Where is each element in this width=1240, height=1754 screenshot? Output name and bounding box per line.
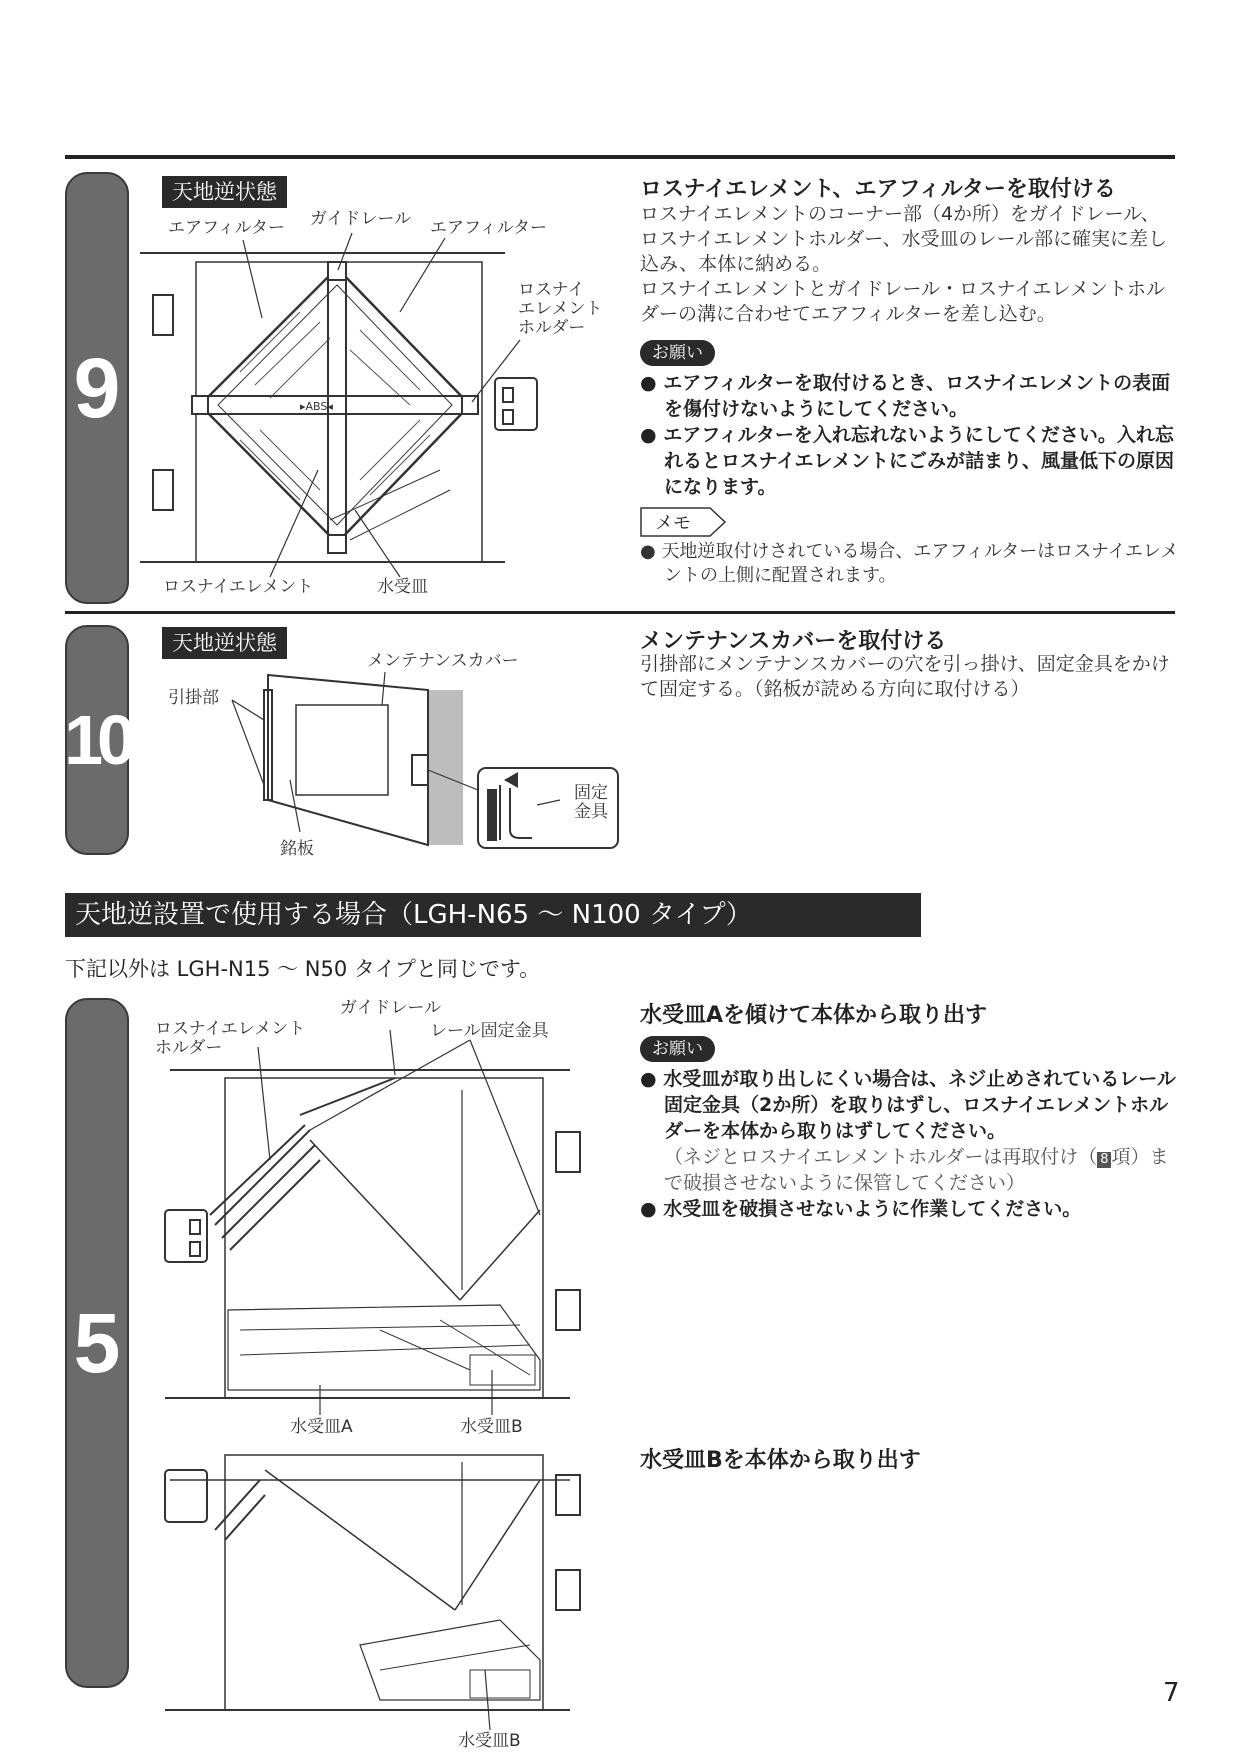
label-element: ロスナイエレメント [163, 577, 314, 597]
section-title: 天地逆設置で使用する場合（LGH-N65 ～ N100 タイプ） [75, 900, 752, 930]
page-number: 7 [1163, 1678, 1180, 1708]
label-pan-b: 水受皿B [460, 1417, 523, 1437]
section-subtitle: 下記以外は LGH-N15 ～ N50 タイプと同じです。 [65, 957, 541, 981]
step-9-request-label: お願い [640, 340, 715, 366]
label-air-filter-left: エアフィルター [168, 218, 285, 238]
label-fixing-bracket: 固定 金具 [574, 783, 608, 822]
step-5-heading-b: 水受皿Bを本体から取り出す [640, 1448, 921, 1473]
step-10-body: 引掛部にメンテナンスカバーの穴を引っ掛け、固定金具をかけて固定する。（銘板が読める方向に取付ける） [640, 653, 1170, 700]
step-5-heading-a: 水受皿Aを傾けて本体から取り出す [640, 1003, 988, 1028]
label-drain-pan: 水受皿 [377, 577, 428, 597]
request-item: ● エアフィルターを入れ忘れないようにしてください。入れ忘れるとロスナイエレメントにごみが詰まり、風量低下の原因になります。 [640, 424, 1174, 498]
step-5-requests [640, 1066, 1185, 1222]
bar-marking: ▸ABS◂ [300, 400, 333, 413]
label-hook: 引掛部 [168, 688, 219, 708]
request-item: ● 水受皿を破損させないように作業してください。 [640, 1198, 1082, 1220]
step-9-number: 9 [73, 340, 121, 435]
label-element-holder: ロスナイエレメント ホルダー [155, 1019, 306, 1058]
memo-item: ● 天地逆取付けされている場合、エアフィルターはロスナイエレメントの上側に配置されます。 [640, 541, 1179, 586]
label-holder: ロスナイ エレメント ホルダー [518, 280, 603, 338]
step-5-number: 5 [73, 1295, 121, 1390]
step-9-badge: 天地逆状態 [162, 176, 287, 208]
step-9-body: ロスナイエレメントのコーナー部（4か所）をガイドレール、ロスナイエレメントホルダー、水受皿のレール部に確実に差し込み、本体に納める。 ロスナイエレメントとガイドレール・ロスナイエレメントホルダーの溝に合わせてエアフィルターを差し込む。 [640, 203, 1168, 325]
step-5-request-label: お願い [640, 1036, 715, 1062]
step-9-memo-label: メモ [655, 513, 691, 534]
label-rail-fixing: レール固定金具 [430, 1021, 549, 1041]
label-air-filter-right: エアフィルター [430, 218, 547, 238]
request-item: ● エアフィルターを取付けるとき、ロスナイエレメントの表面を傷付けないようにしてください。 [640, 372, 1171, 420]
step-9-heading: ロスナイエレメント、エアフィルターを取付ける [640, 177, 1116, 202]
label-guide-rail-5: ガイドレール [340, 998, 442, 1018]
label-guide-rail: ガイドレール [310, 209, 412, 229]
step-10-heading: メンテナンスカバーを取付ける [640, 629, 947, 654]
step-10-number: 10 [64, 701, 130, 779]
label-maintenance-cover: メンテナンスカバー [367, 651, 519, 671]
request-item: ● 水受皿が取り出しにくい場合は、ネジ止めされているレール固定金具（2か所）を取りはずし、ロスナイエレメントホルダーを本体から取りはずしてください。 （ネジとロスナイエレメントホルダーは再取付け（ 8 項）まで破損させないように保管してください） [640, 1066, 1185, 1196]
page-ref-badge: 8 [1097, 1152, 1111, 1168]
request-note: （ネジとロスナイエレメントホルダーは再取付け（ 8 項）まで破損させないように保管してください） [664, 1146, 1169, 1194]
label-nameplate: 銘板 [280, 839, 314, 859]
step-10-badge: 天地逆状態 [162, 627, 287, 659]
label-pan-b-lower: 水受皿B [458, 1731, 521, 1751]
label-pan-a: 水受皿A [290, 1417, 353, 1437]
